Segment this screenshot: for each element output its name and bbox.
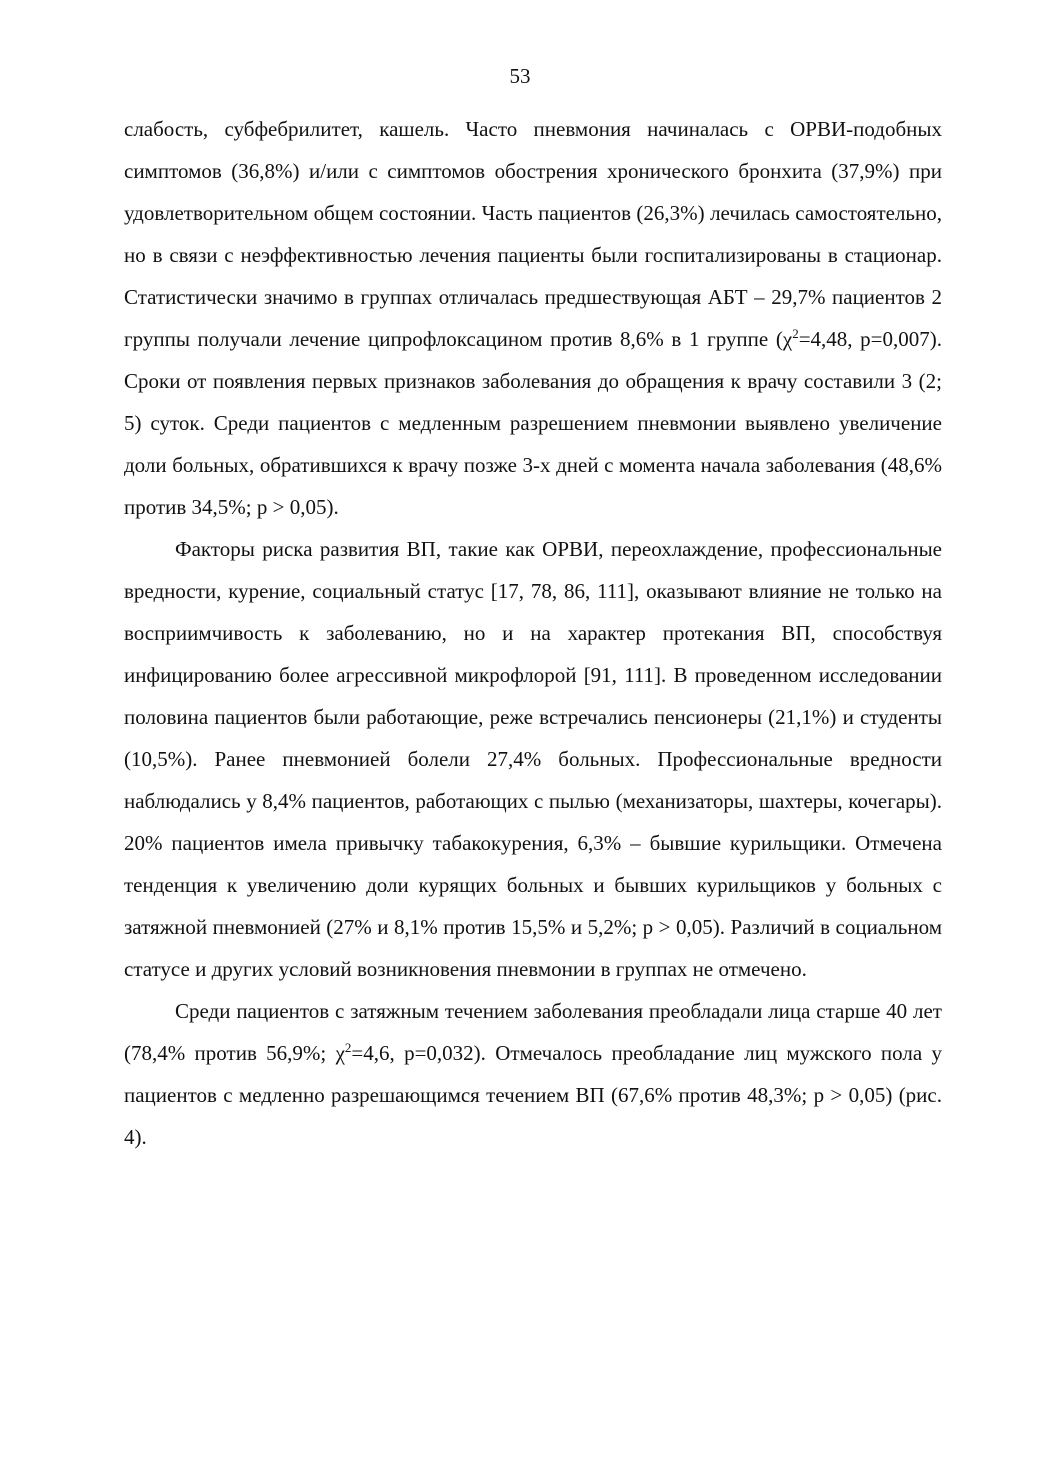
paragraph-text: =4,6, р=0,032). Отмечалось преобладание лиц мужского пола у пациентов с медленно разрешающимся течением ВП (67,6% против 48,3%; р > 0,05) (рис. 4). [124, 1041, 942, 1149]
paragraph-text: слабость, субфебрилитет, кашель. Часто пневмония начиналась с ОРВИ-подобных симптомов (36,8%) и/или с симптомов обострения хронического бронхита (37,9%) при удовлетворительном общем состоянии. Часть пациентов (26,3%) лечилась самостоятельно, но в связи с неэффективностью лечения пациенты были госпитализированы в стационар. Статистически значимо в группах отличалась предшествующая АБТ – 29,7% пациентов 2 группы получали лечение ципрофлоксацином против 8,6% в 1 группе (χ [124, 117, 942, 351]
superscript: 2 [792, 326, 799, 341]
paragraph-text: Факторы риска развития ВП, такие как ОРВИ, переохлаждение, профессиональные вредности, курение, социальный статус [17, 78, 86, 111], оказывают влияние не только на восприимчивость к заболеванию, но и на характер протекания ВП, способствуя инфицированию более агрессивной микрофлорой [91, 111]. В проведенном исследовании половина пациентов были работающие, реже встречались пенсионеры (21,1%) и студенты (10,5%). Ранее пневмонией болели 27,4% больных. Профессиональные вредности наблюдались у 8,4% пациентов, работающих с пылью (механизаторы, шахтеры, кочегары). 20% пациентов имела привычку табакокурения, 6,3% – бывшие курильщики. Отмечена тенденция к увеличению доли курящих больных и бывших курильщиков у больных с затяжной пневмонией (27% и 8,1% против 15,5% и 5,2%; р > 0,05). Различий в социальном статусе и других условий возникновения пневмонии в группах не отмечено. [124, 537, 942, 981]
paragraph-age-sex [124, 990, 942, 1158]
paragraph-risk-factors [124, 528, 942, 990]
document-body [124, 108, 942, 1158]
paragraph-text: =4,48, р=0,007). Сроки от появления первых признаков заболевания до обращения к врачу составили 3 (2; 5) суток. Среди пациентов с медленным разрешением пневмонии выявлено увеличение доли больных, обратившихся к врачу позже 3-х дней с момента начала заболевания (48,6% против 34,5%; р > 0,05). [124, 327, 943, 519]
page-number: 53 [509, 64, 531, 88]
superscript: 2 [344, 1040, 352, 1055]
paragraph-symptoms-onset [124, 108, 942, 528]
paragraph-text: Среди пациентов с затяжным течением заболевания преобладали лица старше 40 лет (78,4% против 56,9%; χ [124, 999, 942, 1065]
